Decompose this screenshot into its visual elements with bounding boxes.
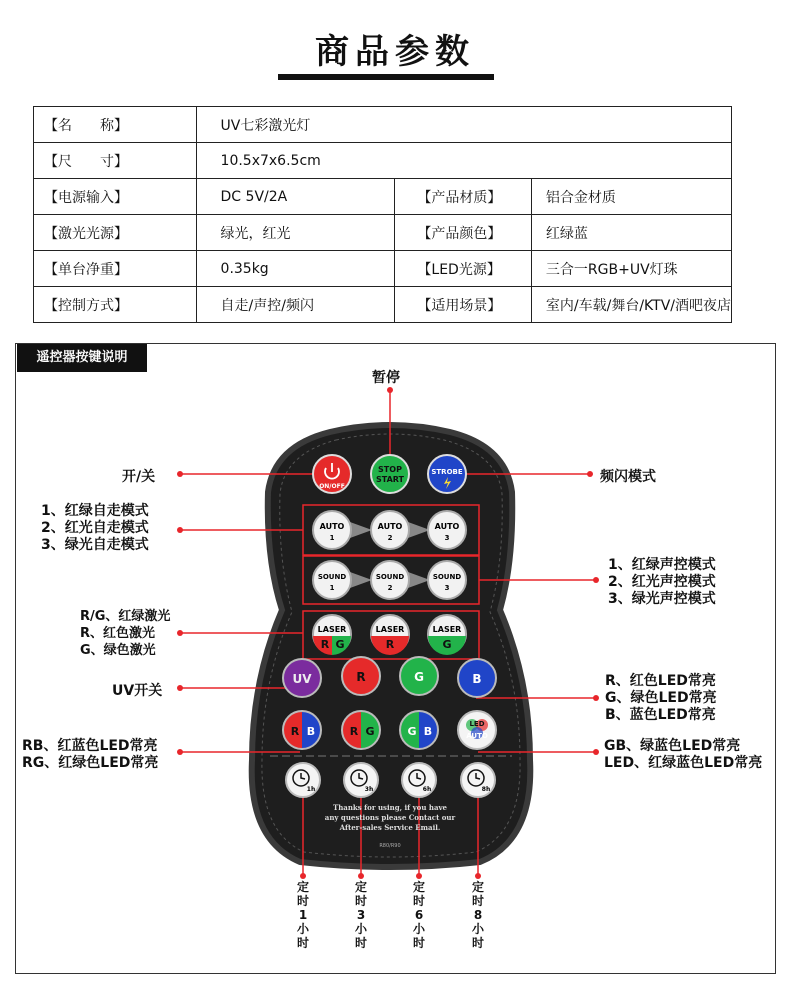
auto-3-label: 3、绿光自走模式 xyxy=(41,537,149,553)
spec-key: 【尺 寸】 xyxy=(34,143,197,179)
pause-label: 暂停 xyxy=(372,370,400,386)
spec-value: UV七彩激光灯 xyxy=(196,107,731,143)
timer-8-label: 定时8小时 xyxy=(471,880,484,950)
laser-r-button[interactable] xyxy=(371,615,409,655)
sound-1-label: 1、红绿声控模式 xyxy=(608,557,716,573)
svg-text:AUTO: AUTO xyxy=(319,522,345,531)
svg-text:G: G xyxy=(335,638,345,651)
auto-1-label: 1、红绿自走模式 xyxy=(41,503,149,519)
svg-text:R: R xyxy=(349,725,359,738)
svg-text:6h: 6h xyxy=(422,786,432,793)
auto-1-button[interactable] xyxy=(313,511,351,549)
led-g-button[interactable] xyxy=(400,657,438,695)
uv-button[interactable] xyxy=(283,659,321,697)
spec-key: 【电源输入】 xyxy=(34,179,197,215)
footer-line: After-sales Service Email. xyxy=(339,823,441,832)
svg-text:3: 3 xyxy=(444,584,450,592)
start-label: START xyxy=(375,475,405,484)
laser-g-button[interactable] xyxy=(428,615,466,655)
spec-key: 【适用场景】 xyxy=(395,287,532,323)
spec-value: DC 5V/2A xyxy=(196,179,395,215)
svg-text:UV: UV xyxy=(292,672,312,686)
timer-1-label: 定时1小时 xyxy=(296,880,309,950)
spec-value: 铝合金材质 xyxy=(531,179,731,215)
led-color-labels xyxy=(605,673,717,724)
svg-text:SOUND: SOUND xyxy=(432,573,462,581)
spec-value: 绿光，红光 xyxy=(196,215,395,251)
spec-value: 10.5x7x6.5cm xyxy=(196,143,731,179)
sound-1-button[interactable] xyxy=(313,561,351,599)
led-b-label: B、蓝色LED常亮 xyxy=(605,707,716,723)
spec-value: 自走/声控/频闪 xyxy=(196,287,395,323)
sound-mode-labels xyxy=(608,557,716,608)
svg-text:SOUND: SOUND xyxy=(375,573,405,581)
svg-text:SOUND: SOUND xyxy=(317,573,347,581)
sound-2-label: 2、红光声控模式 xyxy=(608,574,716,590)
sound-2-button[interactable] xyxy=(371,561,409,599)
svg-text:G: G xyxy=(442,638,452,651)
timer-1h-button[interactable] xyxy=(286,763,320,797)
svg-text:LASER: LASER xyxy=(375,625,405,634)
timer-6-label: 定时6小时 xyxy=(412,880,425,950)
led-gb-button[interactable] xyxy=(400,711,438,749)
laser-rg-button[interactable] xyxy=(313,615,351,655)
svg-text:R: R xyxy=(320,638,330,651)
power-button[interactable] xyxy=(313,455,351,493)
led-rb-label: RB、红蓝色LED常亮 xyxy=(22,738,158,754)
spec-key: 【LED光源】 xyxy=(395,251,532,287)
svg-text:LED: LED xyxy=(469,720,485,728)
led-mix-labels-left xyxy=(22,738,158,772)
svg-text:LASER: LASER xyxy=(432,625,462,634)
svg-text:R: R xyxy=(290,725,300,738)
svg-text:3: 3 xyxy=(444,534,450,542)
svg-text:1h: 1h xyxy=(306,786,316,793)
svg-text:1: 1 xyxy=(329,584,335,592)
spec-value: 室内/车载/舞台/KTV/酒吧夜店 xyxy=(531,287,731,323)
svg-text:G: G xyxy=(407,725,417,738)
spec-key: 【产品颜色】 xyxy=(395,215,532,251)
stop-start-button[interactable] xyxy=(371,455,409,493)
model-label: R80/R90 xyxy=(379,843,401,849)
laser-r-label: R、红色激光 xyxy=(80,626,156,641)
timer-8h-button[interactable] xyxy=(461,763,495,797)
svg-text:AUTO: AUTO xyxy=(434,522,460,531)
power-label: 开/关 xyxy=(122,469,156,485)
spec-value: 红绿蓝 xyxy=(531,215,731,251)
svg-text:B: B xyxy=(472,672,482,686)
svg-text:2: 2 xyxy=(387,534,393,542)
auto-2-button[interactable] xyxy=(371,511,409,549)
svg-text:2: 2 xyxy=(387,584,393,592)
spec-value: 三合一RGB+UV灯珠 xyxy=(531,251,731,287)
svg-text:G: G xyxy=(414,670,424,684)
led-rg-button[interactable] xyxy=(342,711,380,749)
footer-line: Thanks for using, if you have xyxy=(332,803,448,812)
svg-text:R: R xyxy=(356,670,366,684)
spec-value: 0.35kg xyxy=(196,251,395,287)
sound-3-button[interactable] xyxy=(428,561,466,599)
spec-key: 【单台净重】 xyxy=(34,251,197,287)
led-auto-button[interactable] xyxy=(458,711,496,749)
spec-key: 【产品材质】 xyxy=(395,179,532,215)
timer-6h-button[interactable] xyxy=(402,763,436,797)
spec-key: 【激光光源】 xyxy=(34,215,197,251)
laser-rg-label: R/G、红绿激光 xyxy=(80,609,171,624)
led-auto-label: LED、红绿蓝色LED常亮 xyxy=(604,755,763,771)
svg-text:AUTO: AUTO xyxy=(377,522,403,531)
footer-line: any questions please Contact our xyxy=(324,813,456,822)
led-b-button[interactable] xyxy=(458,659,496,697)
stop-label: STOP xyxy=(378,465,402,474)
auto-3-button[interactable] xyxy=(428,511,466,549)
timer-3h-button[interactable] xyxy=(344,763,378,797)
spec-key: 【控制方式】 xyxy=(34,287,197,323)
onoff-label: ON/OFF xyxy=(319,483,345,490)
svg-text:3h: 3h xyxy=(364,786,374,793)
timer-3-label: 定时3小时 xyxy=(354,880,367,950)
spec-key: 【名 称】 xyxy=(34,107,197,143)
laser-g-label: G、绿色激光 xyxy=(80,643,156,658)
strobe-button[interactable] xyxy=(428,455,466,493)
laser-labels xyxy=(80,608,170,659)
strobe-label: STROBE xyxy=(431,468,463,476)
svg-text:1: 1 xyxy=(329,534,335,542)
svg-text:LASER: LASER xyxy=(317,625,347,634)
page-title: 商品参数 xyxy=(315,32,475,72)
remote-section-tag: 遥控器按键说明 xyxy=(17,344,147,372)
led-rg-label: RG、红绿色LED常亮 xyxy=(22,755,159,771)
strobe-mode-label: 频闪模式 xyxy=(600,469,656,485)
uv-label: UV开关 xyxy=(112,683,163,699)
auto-mode-labels xyxy=(41,503,149,554)
svg-text:AUTO: AUTO xyxy=(466,732,488,740)
led-g-label: G、绿色LED常亮 xyxy=(605,690,717,706)
svg-text:B: B xyxy=(423,725,433,738)
svg-text:8h: 8h xyxy=(481,786,491,793)
sound-3-label: 3、绿光声控模式 xyxy=(608,591,716,607)
led-gb-label: GB、绿蓝色LED常亮 xyxy=(604,738,741,754)
svg-text:R: R xyxy=(385,638,395,651)
led-rb-button[interactable] xyxy=(283,711,321,749)
svg-text:B: B xyxy=(306,725,316,738)
svg-text:G: G xyxy=(365,725,375,738)
led-r-label: R、红色LED常亮 xyxy=(605,673,716,689)
led-r-button[interactable] xyxy=(342,657,380,695)
auto-2-label: 2、红光自走模式 xyxy=(41,520,149,536)
led-mix-labels-right xyxy=(604,738,762,772)
